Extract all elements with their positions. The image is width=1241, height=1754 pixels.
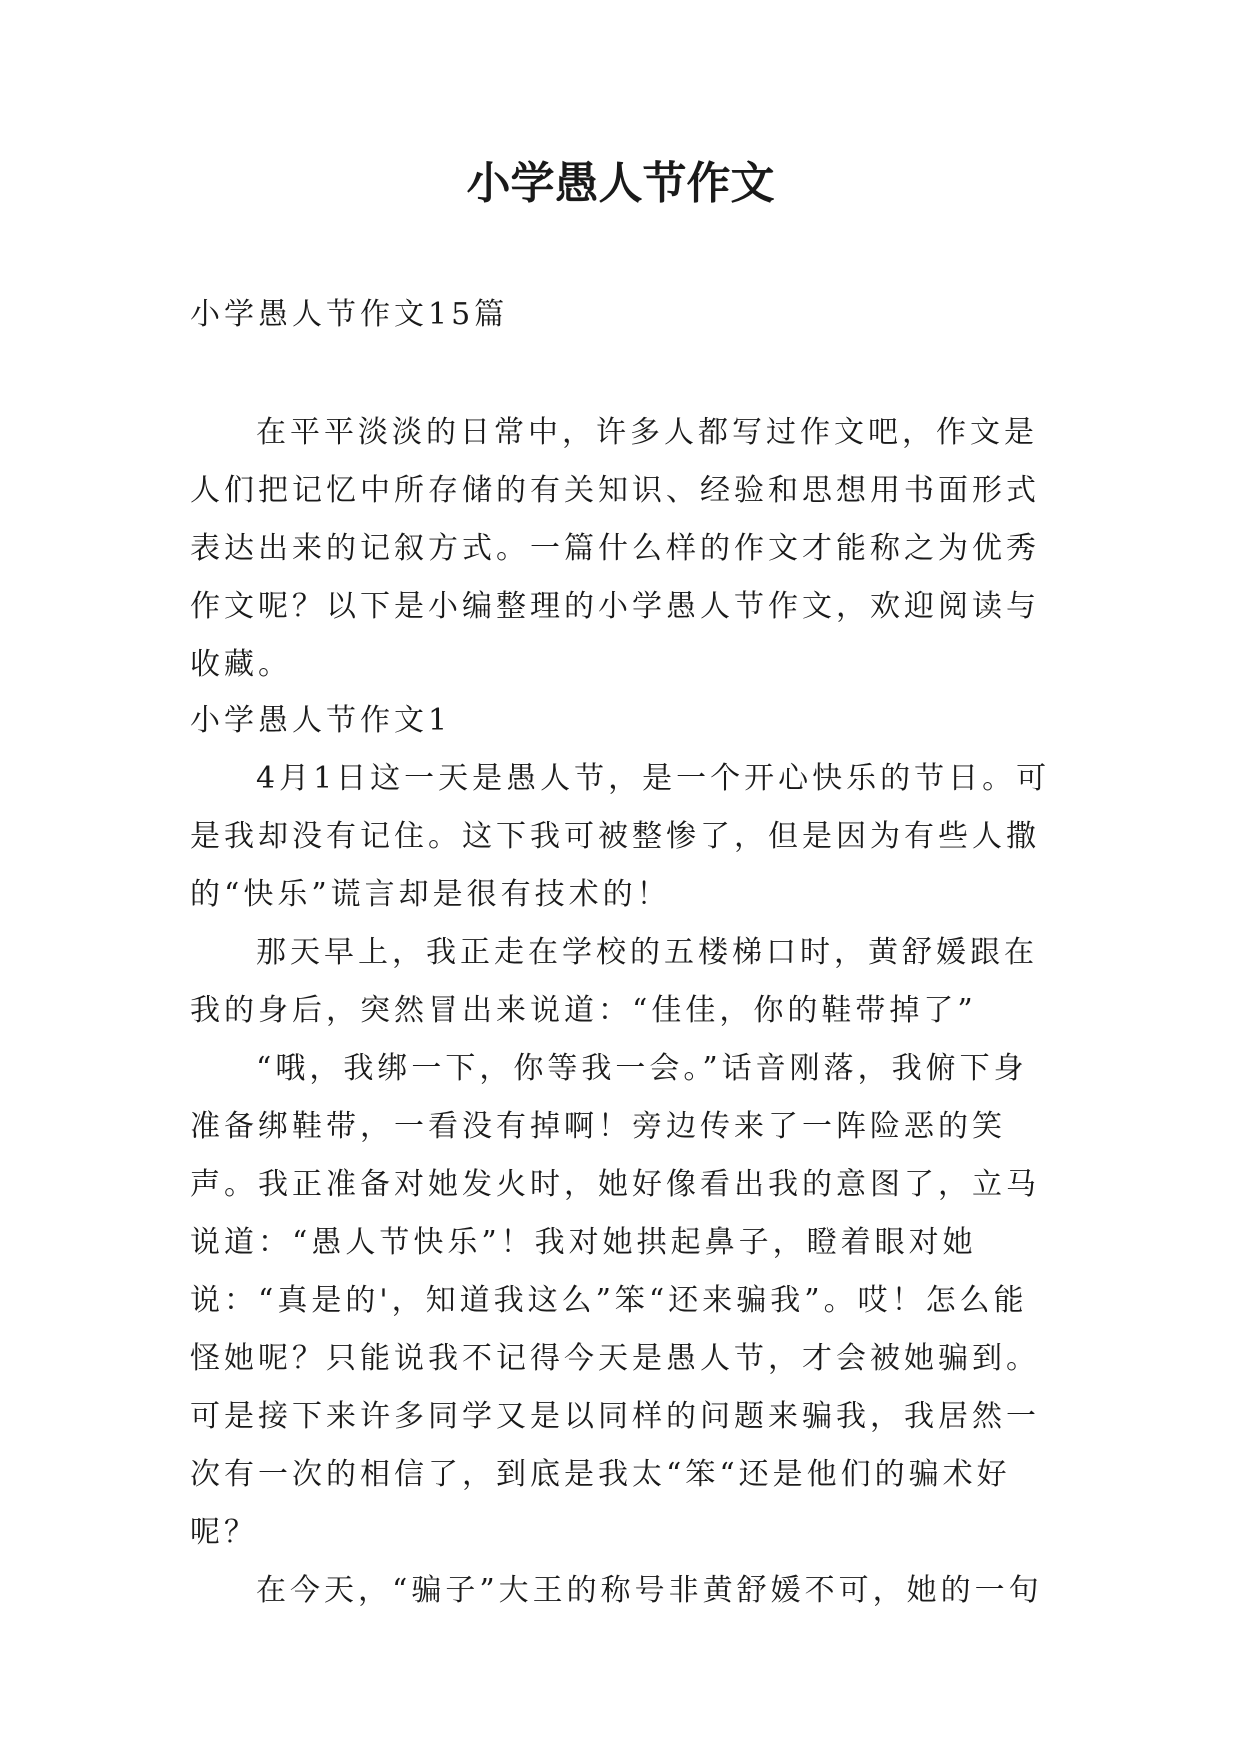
- article-paragraph-1: 4月1日这一天是愚人节，是一个开心快乐的节日。可是我却没有记住。这下我可被整惨了，但是因为有些人撒的“快乐”谎言却是很有技术的！: [190, 761, 1051, 912]
- document-subtitle: 小学愚人节作文15篇: [190, 297, 509, 332]
- article-paragraph-4: 在今天，“骗子”大王的称号非黄舒媛不可，她的一句: [256, 1573, 1043, 1608]
- document-title: 小学愚人节作文: [466, 158, 775, 209]
- section-heading: 小学愚人节作文1: [190, 703, 452, 738]
- article-section-1: [190, 692, 1060, 1620]
- article-paragraph-3: “哦，我绑一下，你等我一会。”话音刚落，我俯下身准备绑鞋带，一看没有掉啊！旁边传来了一阵险恶的笑声。我正准备对她发火时，她好像看出我的意图了，立马说道：“愚人节快乐”！我对她拱起鼻子，瞪着眼对她说：“真是的'，知道我这么”笨“还来骗我”。哎！怎么能怪她呢？只能说我不记得今天是愚人节，才会被她骗到。可是接下来许多同学又是以同样的问题来骗我，我居然一次有一次的相信了，到底是我太“笨“还是他们的骗术好呢？: [190, 1051, 1040, 1550]
- article-paragraph-2: 那天早上，我正走在学校的五楼梯口时，黄舒媛跟在我的身后，突然冒出来说道：“佳佳，你的鞋带掉了”: [190, 935, 1038, 1028]
- intro-paragraph: 在平平淡淡的日常中，许多人都写过作文吧，作文是人们把记忆中所存储的有关知识、经验和思想用书面形式表达出来的记叙方式。一篇什么样的作文才能称之为优秀作文呢？以下是小编整理的小学愚人节作文，欢迎阅读与收藏。: [190, 415, 1040, 682]
